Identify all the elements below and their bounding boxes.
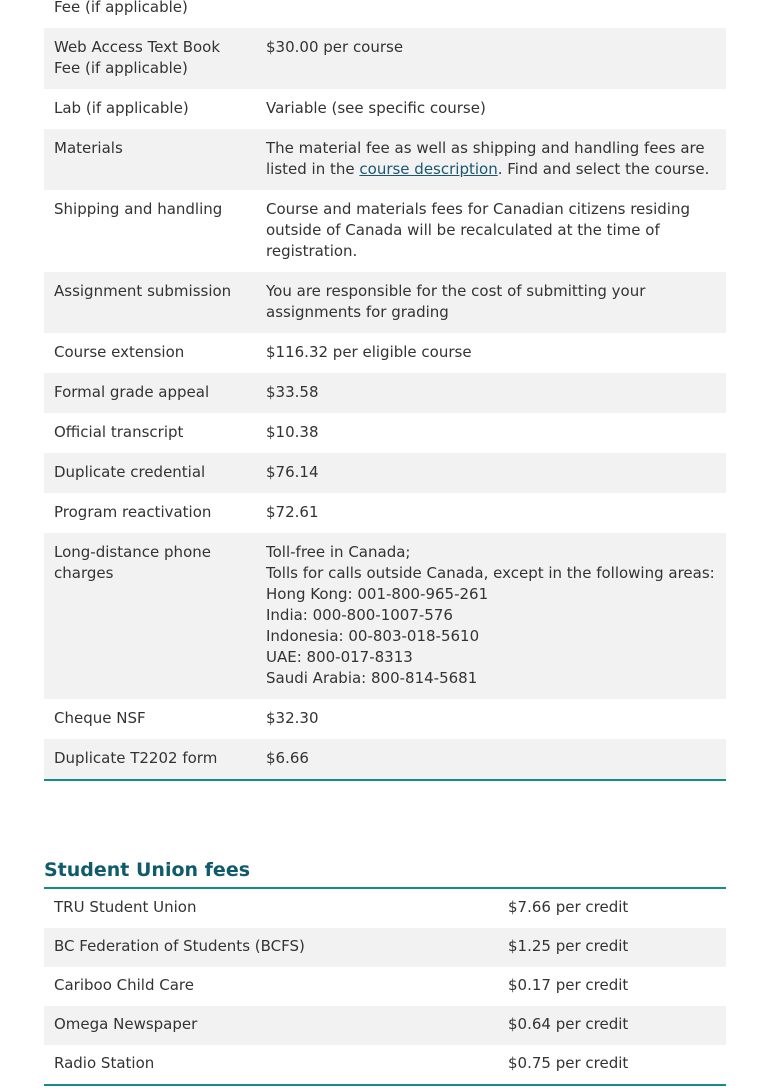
table-row	[44, 699, 726, 739]
fee-value: $72.61	[266, 503, 319, 521]
table-row	[44, 413, 726, 453]
union-fee-value: $0.75 per credit	[508, 1054, 629, 1072]
fee-value: $32.30	[266, 709, 319, 727]
union-fee-label: Cariboo Child Care	[54, 976, 194, 994]
phone-line: Indonesia: 00-803-018-5610	[266, 627, 480, 645]
table-row	[44, 889, 726, 928]
table-row	[44, 533, 726, 699]
fee-value: $116.32 per eligible course	[266, 343, 472, 361]
fee-label: Web Access Text Book Fee (if applicable)	[44, 28, 256, 89]
fee-label: Program reactivation	[54, 503, 212, 521]
fee-value	[256, 129, 726, 190]
materials-text-before: The material fee as well as shipping and handling fees are listed in the	[266, 139, 705, 178]
fees-page-content	[44, 0, 726, 1086]
student-union-table	[44, 889, 726, 1086]
fee-label: Formal grade appeal	[44, 373, 256, 413]
table-row	[44, 1045, 726, 1085]
table-row	[44, 967, 726, 1006]
table-row	[44, 333, 726, 373]
course-description-link[interactable]: course description	[359, 160, 498, 178]
table-row	[44, 28, 726, 89]
fee-value: $10.38	[266, 423, 319, 441]
table-row	[44, 190, 726, 272]
table-row	[44, 1006, 726, 1045]
fee-value: $6.66	[256, 739, 726, 780]
fee-value: $33.58	[256, 373, 726, 413]
fee-label: Shipping and handling	[54, 200, 223, 218]
fee-label: Assignment submission	[44, 272, 256, 333]
fee-value: Variable (see specific course)	[266, 99, 486, 117]
student-union-heading: Student Union fees	[44, 857, 726, 889]
union-fee-label: Omega Newspaper	[44, 1006, 498, 1045]
fee-label: Lab (if applicable)	[54, 99, 189, 117]
fee-label: Long-distance phone charges	[44, 533, 256, 699]
section-spacer	[44, 781, 726, 857]
fee-value	[256, 0, 726, 28]
fee-label: Fee (if applicable)	[54, 0, 188, 16]
fee-label: Duplicate credential	[44, 453, 256, 493]
table-row	[44, 89, 726, 129]
phone-line: Tolls for calls outside Canada, except in the following areas:	[266, 564, 715, 582]
phone-line: Toll-free in Canada;	[266, 543, 411, 561]
fee-label: Duplicate T2202 form	[44, 739, 256, 780]
table-row	[44, 453, 726, 493]
fee-label: Official transcript	[54, 423, 184, 441]
phone-line: India: 000-800-1007-576	[266, 606, 453, 624]
phone-line: Hong Kong: 001-800-965-261	[266, 585, 489, 603]
phone-line: UAE: 800-017-8313	[266, 648, 413, 666]
table-row	[44, 739, 726, 780]
fee-label: Materials	[44, 129, 256, 190]
union-fee-label: TRU Student Union	[54, 898, 197, 916]
table-row	[44, 928, 726, 967]
table-row	[44, 493, 726, 533]
fee-value: You are responsible for the cost of submitting your assignments for grading	[256, 272, 726, 333]
table-row	[44, 272, 726, 333]
union-fee-value: $0.64 per credit	[498, 1006, 726, 1045]
fee-label: Cheque NSF	[54, 709, 146, 727]
fee-value	[256, 533, 726, 699]
table-row	[44, 373, 726, 413]
phone-line: Saudi Arabia: 800-814-5681	[266, 669, 478, 687]
fee-value: $76.14	[256, 453, 726, 493]
table-row	[44, 129, 726, 190]
union-fee-label: Radio Station	[54, 1054, 155, 1072]
fees-table	[44, 0, 726, 781]
union-fee-label: BC Federation of Students (BCFS)	[44, 928, 498, 967]
union-fee-value: $7.66 per credit	[508, 898, 629, 916]
union-fee-value: $1.25 per credit	[498, 928, 726, 967]
union-fee-value: $0.17 per credit	[508, 976, 629, 994]
table-row	[44, 0, 726, 28]
fee-value: $30.00 per course	[256, 28, 726, 89]
fee-label: Course extension	[54, 343, 185, 361]
fee-value: Course and materials fees for Canadian citizens residing outside of Canada will be recalculated at the time of registration.	[266, 200, 690, 260]
materials-text-after: . Find and select the course.	[497, 160, 710, 178]
